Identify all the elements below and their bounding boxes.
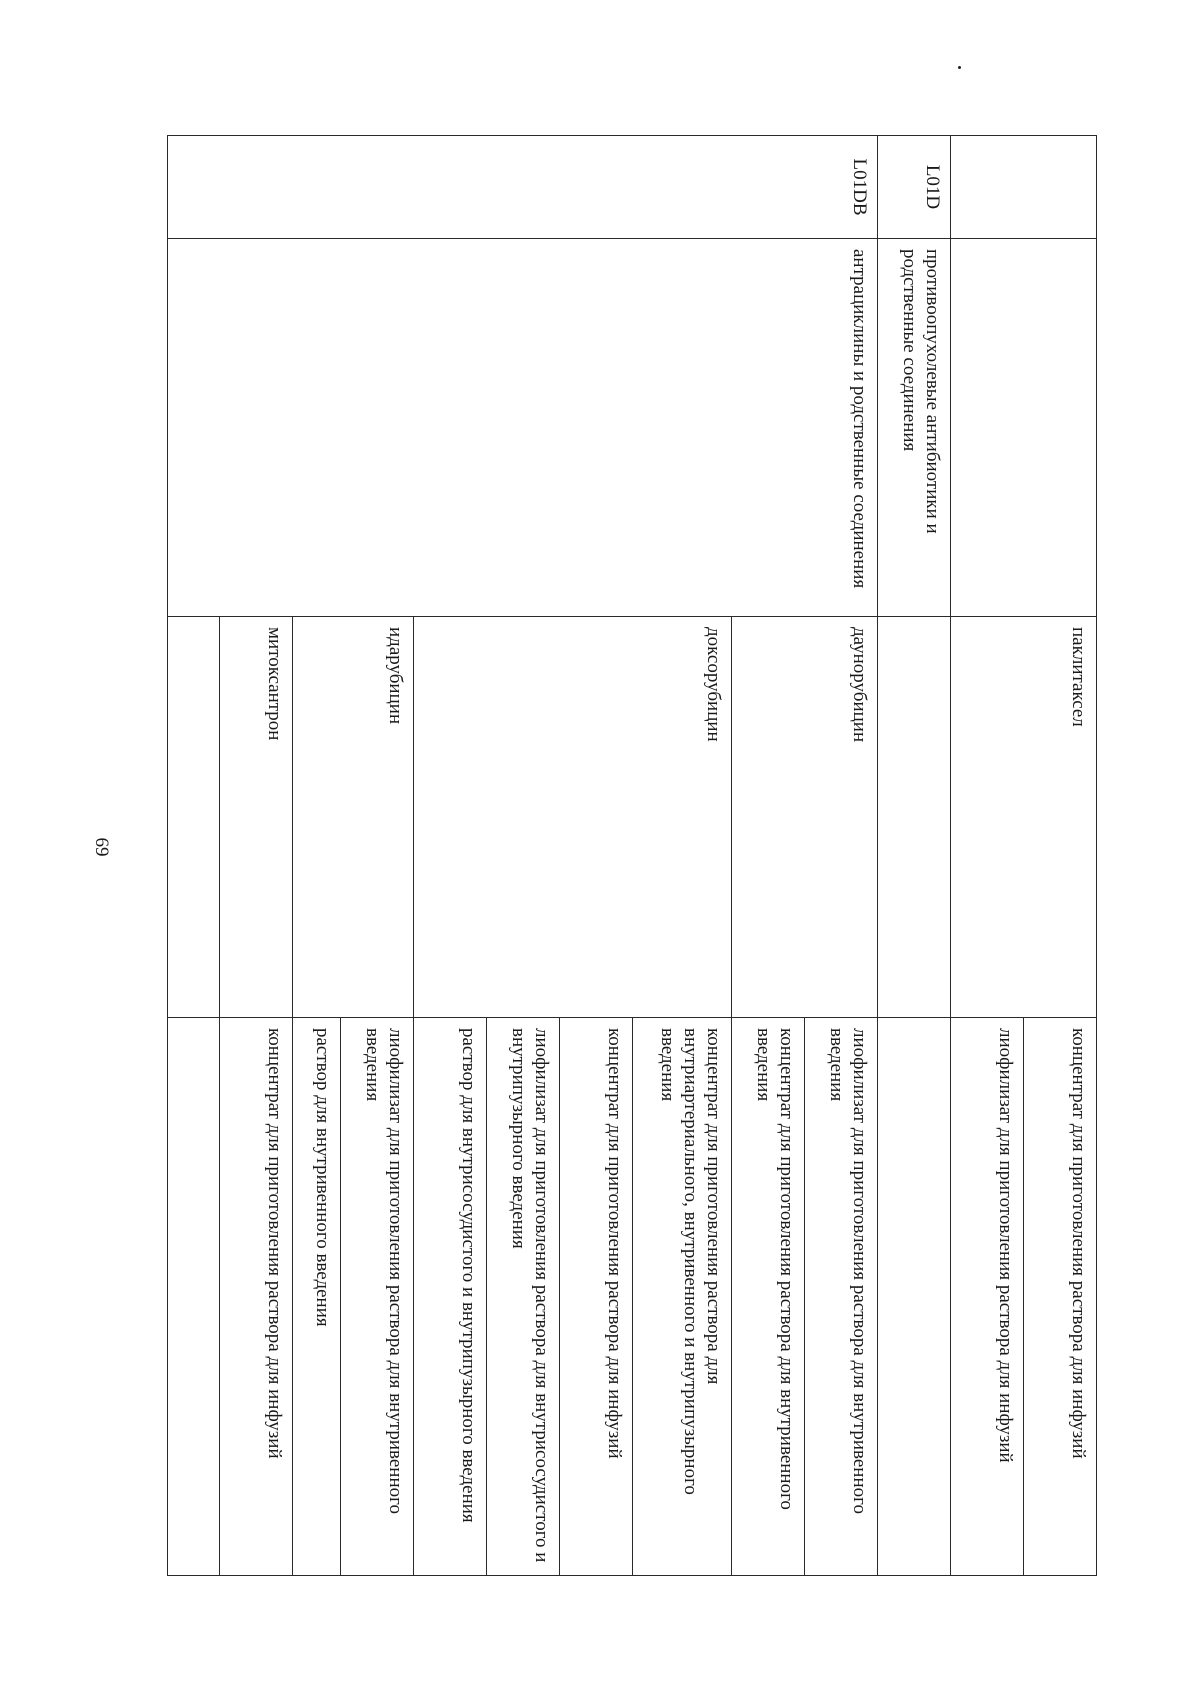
drug-table bbox=[167, 135, 1097, 1576]
form-cell: концентрат для приготовления раствора для инфузий bbox=[1024, 1018, 1097, 1576]
form-cell: раствор для внутривенного введения bbox=[293, 1018, 341, 1576]
drug-cell-doxorubicin: доксорубицин bbox=[414, 617, 732, 1018]
form-cell: раствор для внутрисосудистого и внутрипузырного введения bbox=[414, 1018, 487, 1576]
drug-table-rotated bbox=[167, 135, 1097, 1575]
empty-cell bbox=[168, 617, 220, 1018]
group-cell bbox=[951, 239, 1097, 617]
atc-code-cell: L01DB bbox=[168, 136, 878, 239]
drug-cell bbox=[878, 617, 951, 1018]
page-number: 69 bbox=[91, 837, 112, 857]
form-cell: лиофилизат для приготовления раствора для внутрисосудистого и внутрипузырного введения bbox=[487, 1018, 560, 1576]
drug-cell-mitoxantrone: митоксантрон bbox=[220, 617, 293, 1018]
drug-cell-daunorubicin: даунорубицин bbox=[732, 617, 878, 1018]
form-cell: лиофилизат для приготовления раствора для внутривенного введения bbox=[341, 1018, 414, 1576]
form-cell bbox=[878, 1018, 951, 1576]
atc-code-cell bbox=[951, 136, 1097, 239]
drug-cell-paclitaxel: паклитаксел bbox=[951, 617, 1097, 1018]
empty-cell bbox=[168, 1018, 220, 1576]
form-cell: лиофилизат для приготовления раствора для внутривенного введения bbox=[805, 1018, 878, 1576]
group-cell: противоопухолевые антибиотики и родственные соединения bbox=[878, 239, 951, 617]
form-cell: концентрат для приготовления раствора для внутриартериального, внутривенного и внутрипузырного введения bbox=[633, 1018, 732, 1576]
form-cell: концентрат для приготовления раствора для внутривенного введения bbox=[732, 1018, 805, 1576]
group-cell: антрациклины и родственные соединения bbox=[168, 239, 878, 617]
scan-speck bbox=[958, 66, 961, 69]
drug-cell-idarubicin: идарубицин bbox=[293, 617, 414, 1018]
table-row bbox=[805, 136, 878, 1576]
table-row bbox=[878, 136, 951, 1576]
form-cell: концентрат для приготовления раствора для инфузий bbox=[220, 1018, 293, 1576]
drug-table-frame bbox=[167, 135, 1097, 1575]
form-cell: лиофилизат для приготовления раствора для инфузий bbox=[951, 1018, 1024, 1576]
form-cell: концентрат для приготовления раствора для инфузий bbox=[560, 1018, 633, 1576]
table-row bbox=[1024, 136, 1097, 1576]
atc-code-cell: L01D bbox=[878, 136, 951, 239]
